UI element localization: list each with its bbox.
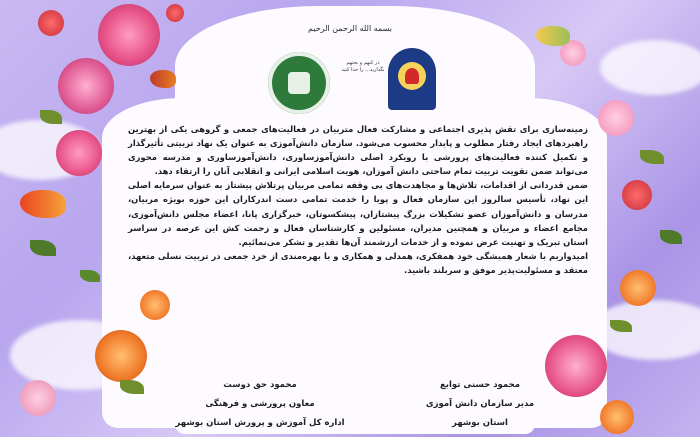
leaf-icon [660,230,682,244]
paragraph: امیدواریم با شعار همیشگی خود همفکری، همدلی و همکاری و با بهره‌مندی از خرد جمعی در تربیت نسلی متعهد، معتقد و مسئولیت‌پذیر موفق و سربلند باشید. [128,250,588,275]
signer-name: محمود حق دوست [223,380,297,390]
orange-rose-icon [140,290,170,320]
cloud [600,40,700,95]
logo-caption: در کنهم و بحثهم بگذارید... را خدا کنید [341,60,385,73]
pink-flower-icon [20,380,56,416]
signer-title: معاون پرورشی و فرهنگی [205,399,315,409]
paragraph: زمینه‌سازی برای تقش پذیری اجتماعی و مشارکت فعال متربیان در فعالیت‌های جمعی و گروهی یکی از بهترین راهبردهای ایجاد رفتار مطلوب و پایدار محسوب می‌شود. سازمان دانش‌آموزی به عنوان یک نهاد تربیتی تأثیرگذار و تکمیل کننده فعالیت‌های پرورشی با رویکرد اصلی دانش‌آموزساوری، دانش‌آموزساوری و مدرسه محوری می‌تواند ضمن تقویت تربیت تمام ساحتی دانش آموزان، هویت اسلامی ایرانی و انقلابی آنان را ارتقاء دهد. [128,124,588,177]
signature-left [170,376,350,433]
signer-place: استان بوشهر [452,418,508,428]
bird-icon [20,190,66,218]
education-department-seal [268,52,330,114]
orange-rose-icon [95,330,147,382]
orange-rose-icon [620,270,656,306]
signer-name: محمود حسنی توابع [440,380,520,390]
leaf-icon [80,270,100,282]
pink-flower-icon [598,100,634,136]
red-flower-icon [622,180,652,210]
pink-rose-icon [98,4,160,66]
paragraph: ضمن قدردانی از اقدامات، تلاش‌ها و مجاهدت‌های بی وقفه تمامی مربیان پرتلاش پیشتاز به عنوان سرمایه اصلی این نهاد، تأسیس سالروز این سازمان فعال و پویا را خدمت تمامی دست اندرکاران این حوزه بویژه مربیان، مدرسان و دانش‌آموزان عضو تشکیلات بزرگ پیشتازان، پیشکسوتان، خبرگزاری پانا، اعضاء مجلس دانش‌آموزی، مجامع اعضاء و مربیان و همچنین مدیران، مسئولین و کارشناسان فعال و زحمت کش این عرصه در سراسر استان تبریک و تهنیت عرض نموده و از خدمات ارزشمند آن‌ها تقدیر و تشکر می‌نمائیم. [128,180,588,247]
signature-right [390,376,570,433]
pink-rose-icon [56,130,102,176]
bird-icon [150,70,176,88]
student-organization-logo [388,48,436,110]
red-flower-icon [166,4,184,22]
message-body [128,122,588,277]
tulip-icon [405,68,419,84]
basmala-heading: بسمه الله الرحمن الرحیم [308,24,392,33]
signer-title: مدیر سازمان دانش آموزی [425,399,535,409]
seal-emblem-icon [288,72,310,94]
leaf-icon [640,150,664,164]
pink-rose-icon [58,58,114,114]
signer-place: اداره کل آموزش و پرورش استان بوشهر [175,418,345,428]
orange-rose-icon [600,400,634,434]
leaf-icon [30,240,56,256]
